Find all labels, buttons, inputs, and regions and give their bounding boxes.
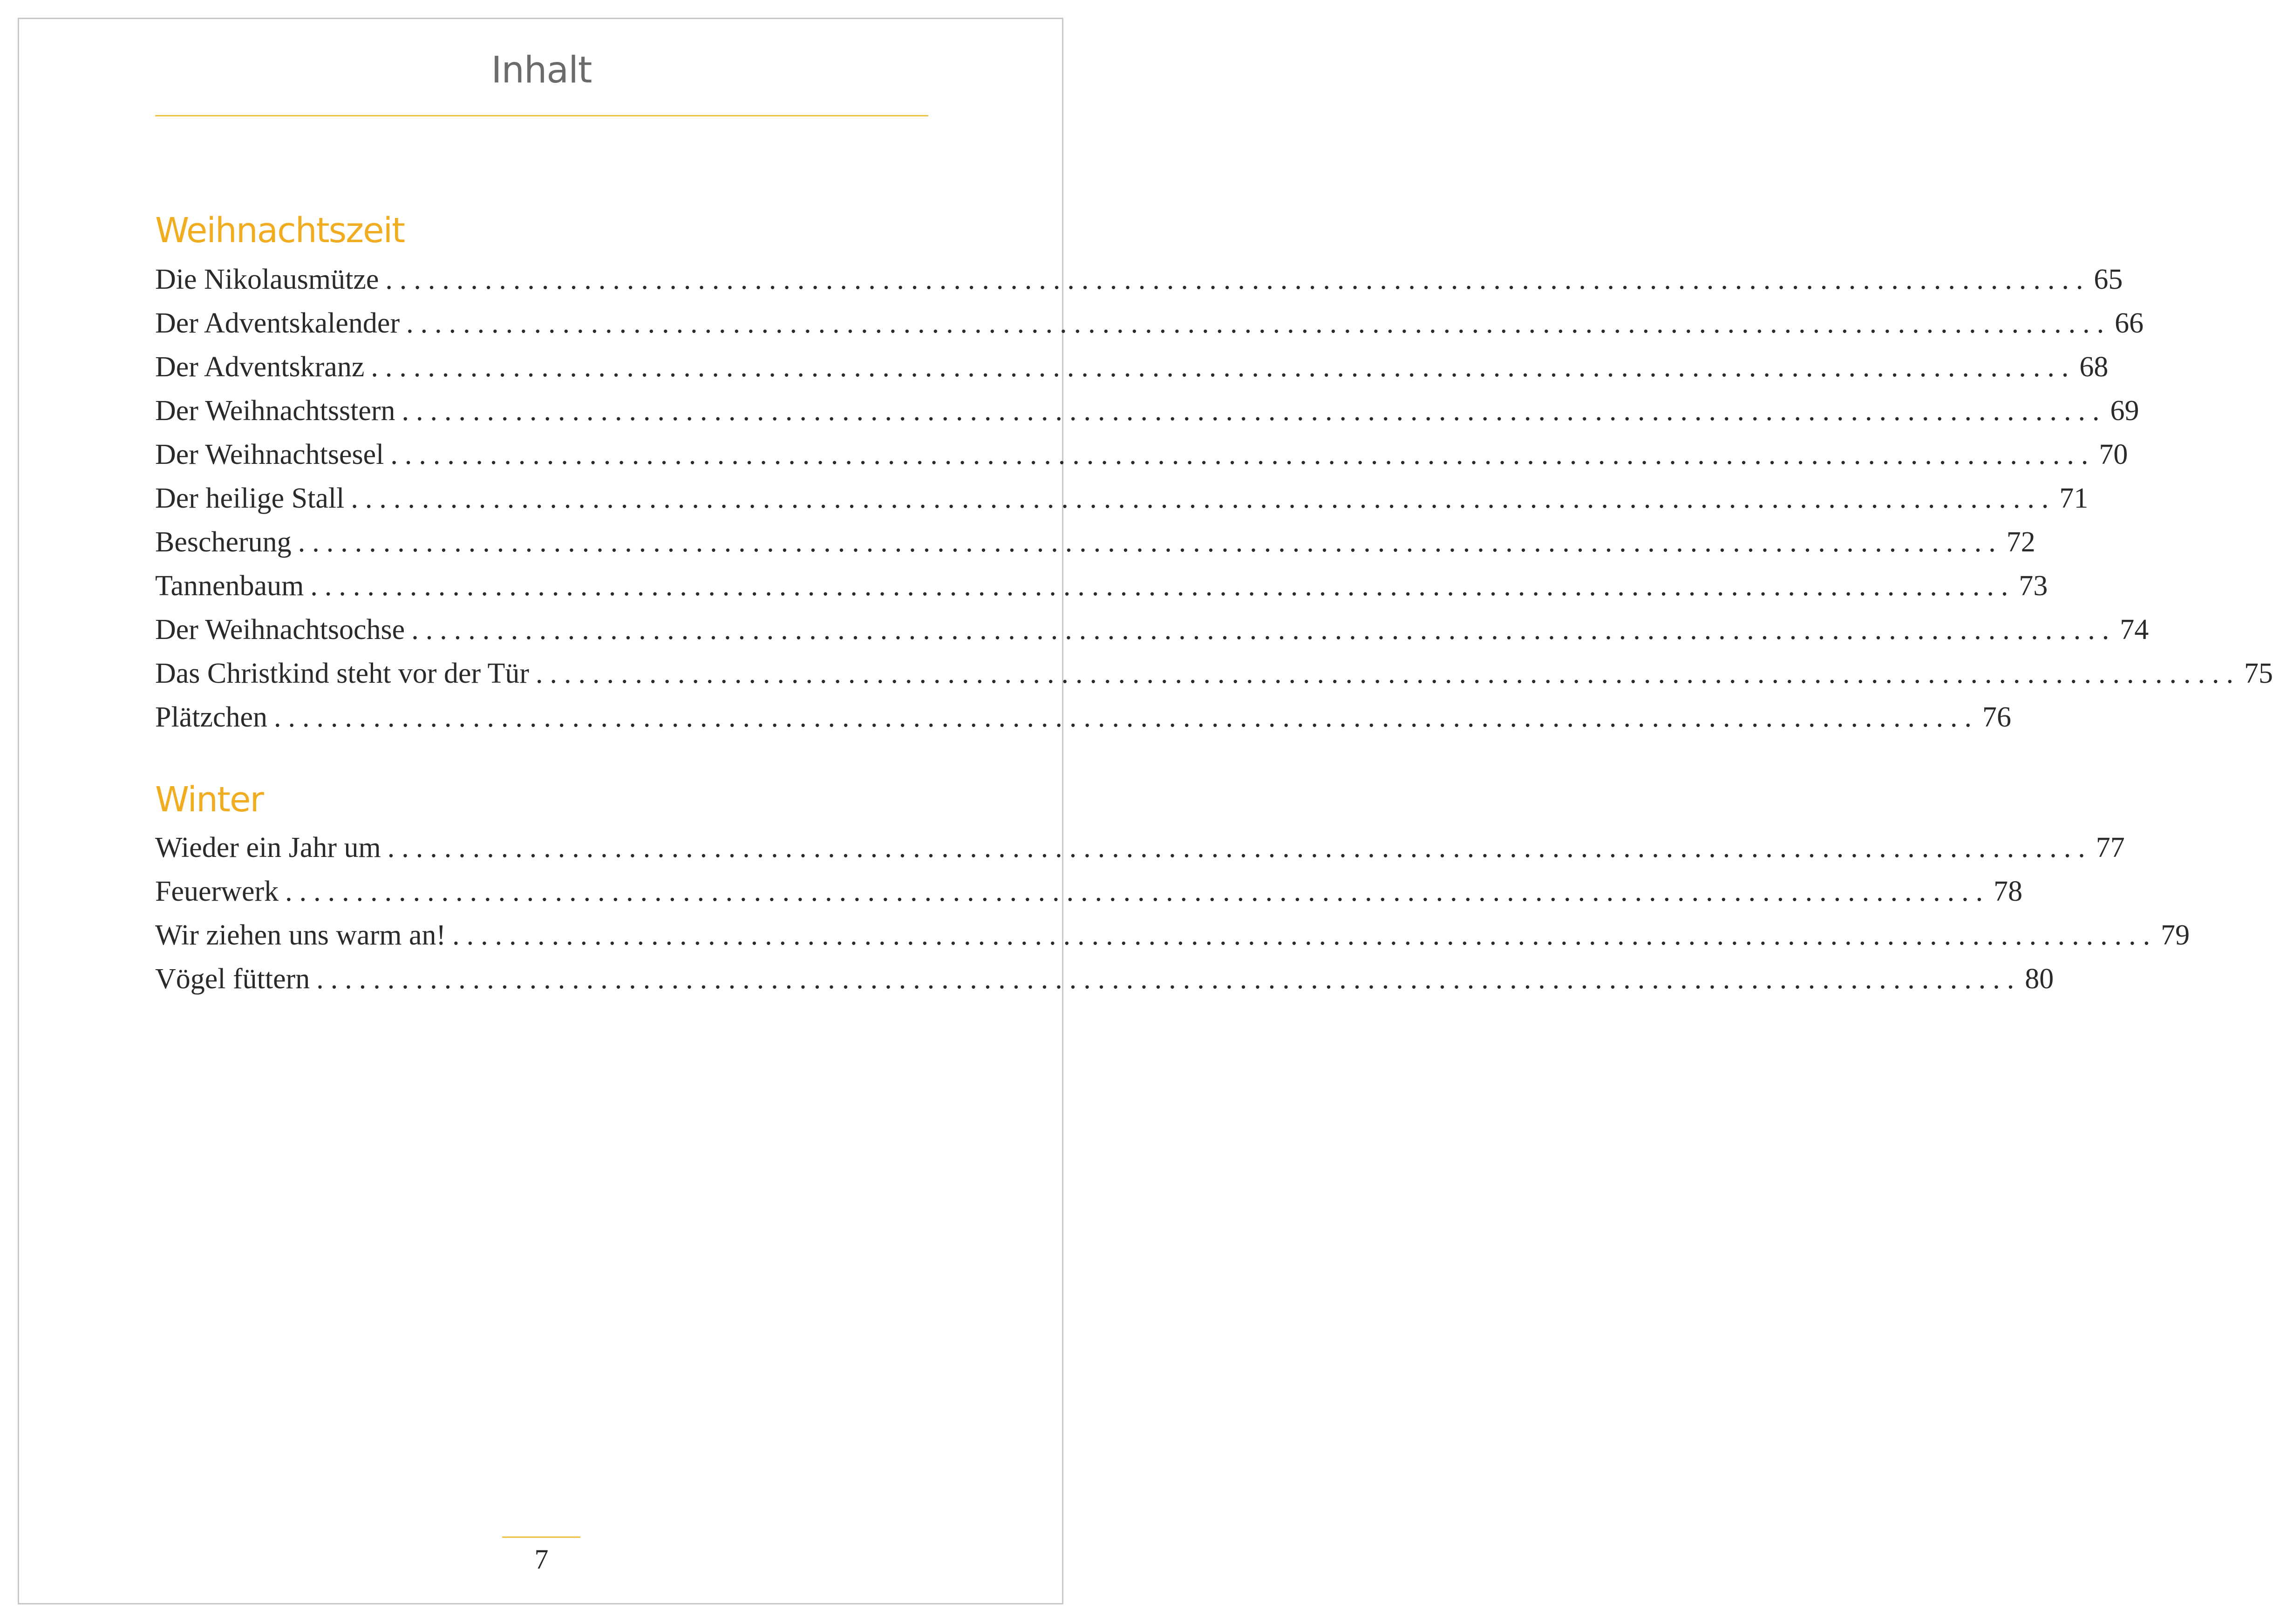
toc-dot-leader: ........................................................................................................................ xyxy=(452,919,2157,951)
toc-entry-page: 76 xyxy=(1982,701,2012,733)
toc-entry[interactable] xyxy=(155,870,2023,913)
toc-dot-leader: ........................................................................................................................ xyxy=(387,832,2092,863)
toc-entry-label: Tannenbaum xyxy=(155,570,304,602)
toc-dot-leader: ........................................................................................................................ xyxy=(411,614,2116,646)
toc-entry-page: 78 xyxy=(1994,876,2023,907)
toc-dot-leader: ........................................................................................................................ xyxy=(390,439,2096,470)
toc-list-weihnachtszeit xyxy=(155,258,2273,739)
toc-dot-leader: ........................................................................................................................ xyxy=(310,570,2015,602)
toc-dot-leader: ........................................................................................................................ xyxy=(371,351,2076,383)
toc-entry-page: 69 xyxy=(2110,395,2139,427)
toc-entry-label: Der Adventskranz xyxy=(155,351,365,383)
toc-entry[interactable] xyxy=(155,433,2128,476)
toc-entry[interactable] xyxy=(155,258,2123,301)
toc-entry-label: Plätzchen xyxy=(155,701,268,733)
toc-entry-page: 68 xyxy=(2079,351,2109,383)
toc-entry-page: 73 xyxy=(2019,570,2048,602)
toc-entry-page: 66 xyxy=(2115,307,2144,339)
toc-entry-page: 80 xyxy=(2025,963,2054,995)
toc-entry[interactable] xyxy=(155,608,2149,652)
footer-divider xyxy=(502,1536,580,1538)
toc-list-winter xyxy=(155,826,2190,1001)
title-divider xyxy=(155,115,928,116)
toc-dot-leader: ........................................................................................................................ xyxy=(285,876,1990,907)
toc-entry-label: Der Weihnachtsesel xyxy=(155,439,384,470)
toc-entry-label: Das Christkind steht vor der Tür xyxy=(155,658,530,689)
toc-entry[interactable] xyxy=(155,564,2048,608)
toc-dot-leader: ........................................................................................................................ xyxy=(536,658,2241,689)
section-heading-winter: Winter xyxy=(155,780,263,820)
toc-entry-page: 70 xyxy=(2099,439,2128,470)
page-title: Inhalt xyxy=(491,49,592,91)
toc-entry[interactable] xyxy=(155,957,2054,1001)
toc-entry[interactable] xyxy=(155,652,2273,695)
toc-entry-label: Der heilige Stall xyxy=(155,482,345,514)
toc-entry-label: Feuerwerk xyxy=(155,876,279,907)
toc-entry[interactable] xyxy=(155,301,2144,345)
toc-entry[interactable] xyxy=(155,520,2035,564)
toc-entry[interactable] xyxy=(155,476,2089,520)
toc-dot-leader: ........................................................................................................................ xyxy=(385,264,2090,295)
toc-entry-label: Bescherung xyxy=(155,526,292,558)
toc-entry-label: Die Nikolausmütze xyxy=(155,264,379,295)
toc-entry-page: 71 xyxy=(2059,482,2089,514)
toc-dot-leader: ........................................................................................................................ xyxy=(274,701,1979,733)
toc-dot-leader: ........................................................................................................................ xyxy=(351,482,2056,514)
toc-entry-page: 65 xyxy=(2094,264,2123,295)
toc-dot-leader: ........................................................................................................................ xyxy=(402,395,2107,427)
toc-entry-page: 77 xyxy=(2096,832,2125,863)
toc-entry-page: 72 xyxy=(2006,526,2035,558)
toc-entry-page: 74 xyxy=(2120,614,2149,646)
toc-entry[interactable] xyxy=(155,695,2012,739)
toc-entry-page: 75 xyxy=(2244,658,2273,689)
toc-entry-page: 79 xyxy=(2161,919,2190,951)
toc-dot-leader: ........................................................................................................................ xyxy=(316,963,2021,995)
section-heading-weihnachtszeit: Weihnachtszeit xyxy=(155,211,405,251)
toc-entry-label: Der Weihnachtsochse xyxy=(155,614,405,646)
toc-entry[interactable] xyxy=(155,389,2139,433)
toc-entry[interactable] xyxy=(155,913,2190,957)
toc-dot-leader: ........................................................................................................................ xyxy=(406,307,2111,339)
page-number: 7 xyxy=(534,1544,549,1575)
toc-entry[interactable] xyxy=(155,345,2109,389)
toc-entry[interactable] xyxy=(155,826,2125,870)
toc-entry-label: Wir ziehen uns warm an! xyxy=(155,919,446,951)
toc-entry-label: Der Weihnachtsstern xyxy=(155,395,395,427)
toc-entry-label: Der Adventskalender xyxy=(155,307,400,339)
toc-dot-leader: ........................................................................................................................ xyxy=(298,526,2003,558)
toc-entry-label: Vögel füttern xyxy=(155,963,310,995)
toc-entry-label: Wieder ein Jahr um xyxy=(155,832,381,863)
